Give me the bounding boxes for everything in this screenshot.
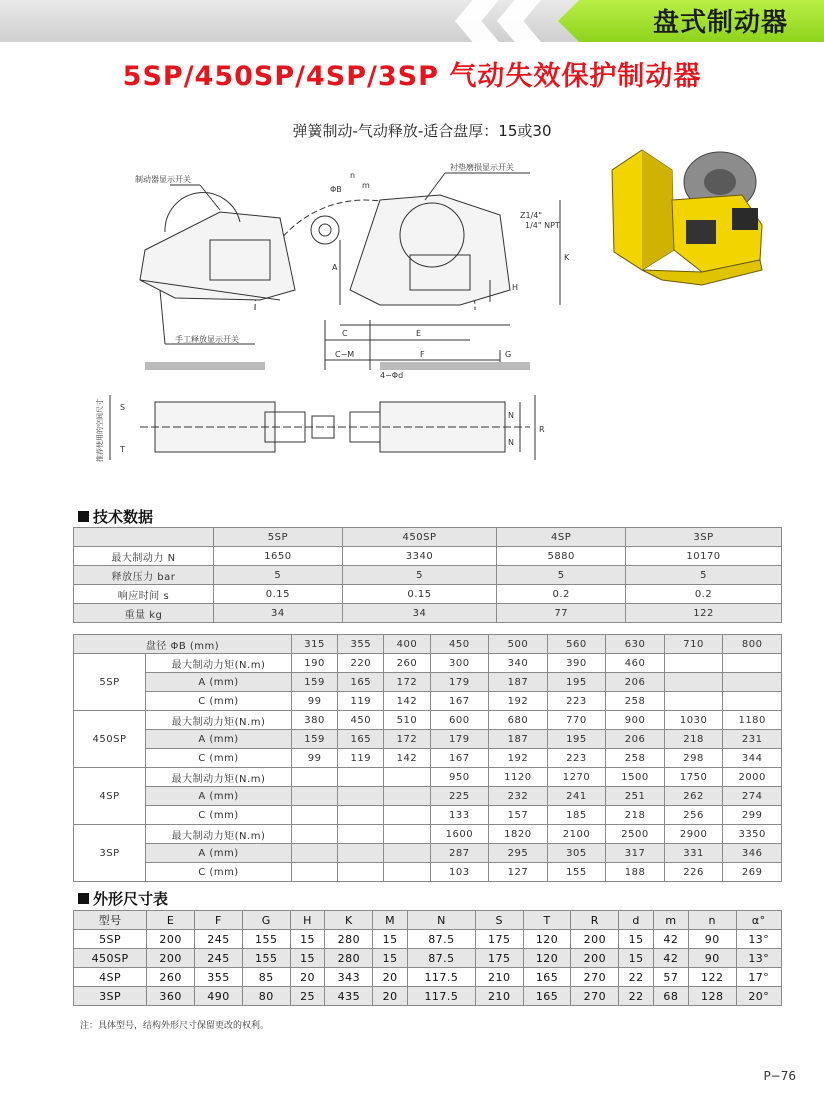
table-cell: 226 [664, 863, 723, 882]
table-header-cell: m [654, 911, 689, 930]
table-cell: 175 [475, 949, 523, 968]
table-cell: 317 [606, 844, 665, 863]
table-cell: 117.5 [408, 987, 476, 1006]
table-cell: 15 [290, 949, 325, 968]
table-cell: 195 [547, 673, 606, 692]
table-cell: 298 [664, 749, 723, 768]
technical-drawing [80, 140, 600, 480]
table-cell: 1820 [489, 825, 548, 844]
table-cell: 331 [664, 844, 723, 863]
table-cell: 165 [523, 968, 571, 987]
table-cell: 142 [384, 749, 430, 768]
table-header-cell: K [325, 911, 373, 930]
table-cell: 185 [547, 806, 606, 825]
table-cell: 192 [489, 692, 548, 711]
table-cell: 10170 [626, 547, 782, 566]
row-label-cell: 最大制动力矩(N.m) [146, 825, 292, 844]
table-header-cell: E [147, 911, 195, 930]
table-row [74, 806, 782, 825]
model-cell: 5SP [74, 654, 146, 711]
page-title: 5SP/450SP/4SP/3SP 气动失效保护制动器 [122, 61, 702, 92]
table-row [74, 968, 782, 987]
table-header-cell: 560 [547, 635, 606, 654]
table-cell [384, 863, 430, 882]
table-cell: 305 [547, 844, 606, 863]
table-cell: 133 [430, 806, 489, 825]
table-row [74, 749, 782, 768]
table-cell: 119 [338, 692, 384, 711]
table-row [74, 692, 782, 711]
table-cell [292, 825, 338, 844]
table-cell: 165 [523, 987, 571, 1006]
label-E: E [416, 329, 422, 338]
table-cell [292, 768, 338, 787]
label-H: H [512, 283, 519, 292]
table-cell [723, 654, 782, 673]
table-cell: 390 [547, 654, 606, 673]
label-R: R [539, 425, 545, 434]
table-cell: 232 [489, 787, 548, 806]
table-cell [384, 844, 430, 863]
table-cell: 460 [606, 654, 665, 673]
table-cell: 20 [290, 968, 325, 987]
row-label-cell: 450SP [74, 949, 147, 968]
row-label-cell: C (mm) [146, 749, 292, 768]
row-label-cell: C (mm) [146, 692, 292, 711]
table-row [74, 711, 782, 730]
table-cell [384, 787, 430, 806]
table-cell: 950 [430, 768, 489, 787]
table-cell: 241 [547, 787, 606, 806]
label-T: T [120, 445, 125, 454]
table-row [74, 911, 782, 930]
table-cell: 90 [688, 949, 736, 968]
table-cell [338, 825, 384, 844]
table-cell: 280 [325, 949, 373, 968]
table-cell: 251 [606, 787, 665, 806]
table-cell: 450 [338, 711, 384, 730]
table-cell: 187 [489, 673, 548, 692]
torque-table [73, 634, 782, 882]
table-cell: 57 [654, 968, 689, 987]
table-cell [338, 787, 384, 806]
table-cell: 99 [292, 692, 338, 711]
table-cell: 155 [242, 949, 290, 968]
table-cell: 122 [626, 604, 782, 623]
table-header-cell: 型号 [74, 911, 147, 930]
table-cell: 15 [290, 930, 325, 949]
row-label-cell: A (mm) [146, 673, 292, 692]
table-row [74, 654, 782, 673]
table-cell: 600 [430, 711, 489, 730]
table-cell: 287 [430, 844, 489, 863]
table-header-cell: 500 [489, 635, 548, 654]
table-cell: 167 [430, 692, 489, 711]
table-cell: 262 [664, 787, 723, 806]
label-S: S [120, 403, 126, 412]
table-header-cell: M [373, 911, 408, 930]
label-npt: 1/4" NPT [525, 221, 560, 230]
table-cell: 90 [688, 930, 736, 949]
table-cell [74, 528, 214, 547]
table-header-cell: 450 [430, 635, 489, 654]
table-cell: 3350 [723, 825, 782, 844]
table-row [74, 768, 782, 787]
table-cell: 155 [547, 863, 606, 882]
table-header-cell: S [475, 911, 523, 930]
table-cell: 77 [497, 604, 626, 623]
table-cell: 127 [489, 863, 548, 882]
table-cell: 1120 [489, 768, 548, 787]
table-cell: 34 [214, 604, 343, 623]
table-cell: 270 [571, 968, 619, 987]
table-header-cell: 5SP [214, 528, 343, 547]
table-cell [292, 806, 338, 825]
table-cell: 87.5 [408, 949, 476, 968]
table-cell: 258 [606, 692, 665, 711]
table-cell: 900 [606, 711, 665, 730]
table-cell: 510 [384, 711, 430, 730]
table-cell: 200 [571, 930, 619, 949]
table-cell: 120 [523, 949, 571, 968]
table-row [74, 566, 782, 585]
table-cell: 2500 [606, 825, 665, 844]
row-label-cell: 重量 kg [74, 604, 214, 623]
table-cell: 258 [606, 749, 665, 768]
table-cell: 188 [606, 863, 665, 882]
page-number: P−76 [763, 1069, 796, 1083]
table-cell: 1600 [430, 825, 489, 844]
table-cell: 20 [373, 968, 408, 987]
table-cell [292, 844, 338, 863]
table-cell: 1650 [214, 547, 343, 566]
table-cell [292, 787, 338, 806]
table-cell: 15 [619, 949, 654, 968]
table-row [74, 528, 782, 547]
table-row [74, 930, 782, 949]
label-lining-switch: 衬垫磨损显示开关 [450, 163, 514, 172]
table-row [74, 730, 782, 749]
table-row [74, 547, 782, 566]
table-row [74, 585, 782, 604]
label-brake-switch: 制动器显示开关 [135, 175, 191, 184]
table-cell: 42 [654, 930, 689, 949]
table-cell: 2900 [664, 825, 723, 844]
row-label-cell: 响应时间 s [74, 585, 214, 604]
table-cell: 770 [547, 711, 606, 730]
table-cell: 20° [736, 987, 781, 1006]
table-cell: 157 [489, 806, 548, 825]
label-N1: N [508, 411, 514, 420]
label-CM: C−M [335, 350, 355, 359]
table-cell: 22 [619, 987, 654, 1006]
table-cell: 346 [723, 844, 782, 863]
table-cell: 260 [384, 654, 430, 673]
table-cell: 1270 [547, 768, 606, 787]
tech-section-title: 技术数据 [78, 506, 153, 527]
table-cell [723, 692, 782, 711]
label-dim-side: 推荐使用的空间尺寸 [96, 399, 104, 462]
table-cell: 245 [195, 949, 243, 968]
table-cell: 175 [475, 930, 523, 949]
table-cell [723, 673, 782, 692]
table-cell: 343 [325, 968, 373, 987]
table-cell: 159 [292, 673, 338, 692]
label-K: K [564, 253, 570, 262]
table-cell: 5 [497, 566, 626, 585]
table-header-cell: N [408, 911, 476, 930]
label-F: F [420, 350, 425, 359]
table-cell: 0.15 [214, 585, 343, 604]
table-cell: 25 [290, 987, 325, 1006]
table-cell: 117.5 [408, 968, 476, 987]
table-cell: 179 [430, 673, 489, 692]
label-phiB: ΦB [330, 185, 342, 194]
table-cell: 34 [342, 604, 497, 623]
table-row [74, 844, 782, 863]
table-header-cell: 4SP [497, 528, 626, 547]
table-cell: 17° [736, 968, 781, 987]
table-row [74, 825, 782, 844]
table-cell: 99 [292, 749, 338, 768]
table-cell: 260 [147, 968, 195, 987]
table-cell: 490 [195, 987, 243, 1006]
row-label-cell: 最大制动力矩(N.m) [146, 711, 292, 730]
table-cell: 210 [475, 968, 523, 987]
row-label-cell: C (mm) [146, 863, 292, 882]
table-header-cell: 315 [292, 635, 338, 654]
table-header-cell: 710 [664, 635, 723, 654]
table-cell [664, 673, 723, 692]
table-cell: 218 [664, 730, 723, 749]
table-cell: 15 [373, 949, 408, 968]
table-cell: 2000 [723, 768, 782, 787]
table-cell: 172 [384, 673, 430, 692]
row-label-cell: A (mm) [146, 787, 292, 806]
table-cell: 223 [547, 692, 606, 711]
table-cell: 380 [292, 711, 338, 730]
table-cell: 231 [723, 730, 782, 749]
label-n: n [350, 171, 356, 180]
label-A: A [332, 263, 338, 272]
table-cell: 15 [619, 930, 654, 949]
table-cell: 165 [338, 673, 384, 692]
table-cell: 360 [147, 987, 195, 1006]
table-cell: 13° [736, 930, 781, 949]
table-cell: 340 [489, 654, 548, 673]
table-header-cell: 800 [723, 635, 782, 654]
table-cell: 3340 [342, 547, 497, 566]
table-row [74, 635, 782, 654]
table-cell: 200 [147, 930, 195, 949]
table-header-cell: 盘径 ΦB (mm) [74, 635, 292, 654]
row-label-cell: 4SP [74, 968, 147, 987]
model-cell: 3SP [74, 825, 146, 882]
table-cell: 13° [736, 949, 781, 968]
table-cell: 270 [571, 987, 619, 1006]
table-cell: 5880 [497, 547, 626, 566]
table-cell: 1180 [723, 711, 782, 730]
table-header-cell: n [688, 911, 736, 930]
table-cell: 1030 [664, 711, 723, 730]
table-cell: 206 [606, 673, 665, 692]
table-cell: 256 [664, 806, 723, 825]
table-row [74, 987, 782, 1006]
table-header-cell: d [619, 911, 654, 930]
row-label-cell: A (mm) [146, 844, 292, 863]
table-cell: 120 [523, 930, 571, 949]
table-cell: 1750 [664, 768, 723, 787]
table-cell: 5 [342, 566, 497, 585]
table-header-cell: T [523, 911, 571, 930]
table-cell: 435 [325, 987, 373, 1006]
label-G: G [505, 350, 512, 359]
table-row [74, 787, 782, 806]
row-label-cell: 释放压力 bar [74, 566, 214, 585]
table-cell: 122 [688, 968, 736, 987]
table-header-cell: 355 [338, 635, 384, 654]
table-cell: 300 [430, 654, 489, 673]
table-cell: 5 [214, 566, 343, 585]
table-cell: 680 [489, 711, 548, 730]
table-header-cell: 3SP [626, 528, 782, 547]
table-header-cell: α° [736, 911, 781, 930]
table-cell: 195 [547, 730, 606, 749]
row-label-cell: 最大制动力矩(N.m) [146, 654, 292, 673]
row-label-cell: 最大制动力 N [74, 547, 214, 566]
table-header-cell: R [571, 911, 619, 930]
table-header-cell: 400 [384, 635, 430, 654]
table-cell [338, 806, 384, 825]
table-cell: 128 [688, 987, 736, 1006]
row-label-cell: A (mm) [146, 730, 292, 749]
table-cell: 159 [292, 730, 338, 749]
label-m: m [362, 181, 370, 190]
table-cell [664, 654, 723, 673]
table-cell: 225 [430, 787, 489, 806]
table-cell: 355 [195, 968, 243, 987]
table-cell: 223 [547, 749, 606, 768]
table-cell [384, 768, 430, 787]
table-cell: 280 [325, 930, 373, 949]
table-row [74, 863, 782, 882]
table-cell: 142 [384, 692, 430, 711]
label-C: C [342, 329, 348, 338]
table-cell: 0.2 [497, 585, 626, 604]
table-cell: 42 [654, 949, 689, 968]
table-cell: 165 [338, 730, 384, 749]
table-cell [338, 768, 384, 787]
table-cell: 119 [338, 749, 384, 768]
table-cell [292, 863, 338, 882]
table-cell: 274 [723, 787, 782, 806]
row-label-cell: 5SP [74, 930, 147, 949]
table-header-cell: H [290, 911, 325, 930]
category-title: 盘式制动器 [652, 8, 788, 38]
table-cell: 220 [338, 654, 384, 673]
table-cell: 155 [242, 930, 290, 949]
table-cell: 206 [606, 730, 665, 749]
table-cell: 1500 [606, 768, 665, 787]
label-N2: N [508, 438, 514, 447]
brake-photo [602, 140, 782, 295]
dimension-table [73, 910, 782, 1006]
table-cell: 103 [430, 863, 489, 882]
table-cell: 87.5 [408, 930, 476, 949]
table-cell: 2100 [547, 825, 606, 844]
row-label-cell: 最大制动力矩(N.m) [146, 768, 292, 787]
table-cell: 190 [292, 654, 338, 673]
row-label-cell: C (mm) [146, 806, 292, 825]
table-cell: 22 [619, 968, 654, 987]
table-cell: 187 [489, 730, 548, 749]
table-row [74, 949, 782, 968]
table-cell: 179 [430, 730, 489, 749]
label-z: Z1/4" [520, 211, 543, 220]
model-cell: 450SP [74, 711, 146, 768]
table-cell: 299 [723, 806, 782, 825]
table-cell: 192 [489, 749, 548, 768]
table-cell [384, 806, 430, 825]
table-cell: 295 [489, 844, 548, 863]
table-cell: 172 [384, 730, 430, 749]
table-header-cell: G [242, 911, 290, 930]
table-cell: 20 [373, 987, 408, 1006]
table-cell [384, 825, 430, 844]
footnote: 注：具体型号，结构外形尺寸保留更改的权利。 [80, 1021, 270, 1031]
table-cell: 0.15 [342, 585, 497, 604]
label-holes: 4−Φd [380, 371, 404, 380]
table-cell: 5 [626, 566, 782, 585]
page-subtitle: 弹簧制动-气动释放-适合盘厚：15或30 [292, 122, 552, 140]
table-cell: 218 [606, 806, 665, 825]
table-cell: 68 [654, 987, 689, 1006]
table-cell [664, 692, 723, 711]
row-label-cell: 3SP [74, 987, 147, 1006]
table-cell: 245 [195, 930, 243, 949]
table-cell: 269 [723, 863, 782, 882]
table-cell: 167 [430, 749, 489, 768]
table-cell: 85 [242, 968, 290, 987]
label-manual-switch: 手工释放显示开关 [175, 335, 239, 344]
table-cell: 80 [242, 987, 290, 1006]
table-cell: 15 [373, 930, 408, 949]
table-cell [338, 844, 384, 863]
table-header-cell: 450SP [342, 528, 497, 547]
tech-data-table [73, 527, 782, 623]
table-cell: 200 [147, 949, 195, 968]
table-cell: 200 [571, 949, 619, 968]
table-header-cell: F [195, 911, 243, 930]
table-cell: 344 [723, 749, 782, 768]
table-cell: 0.2 [626, 585, 782, 604]
model-cell: 4SP [74, 768, 146, 825]
table-cell: 210 [475, 987, 523, 1006]
dim-section-title: 外形尺寸表 [78, 888, 168, 909]
table-cell [338, 863, 384, 882]
table-header-cell: 630 [606, 635, 665, 654]
table-row [74, 604, 782, 623]
table-row [74, 673, 782, 692]
